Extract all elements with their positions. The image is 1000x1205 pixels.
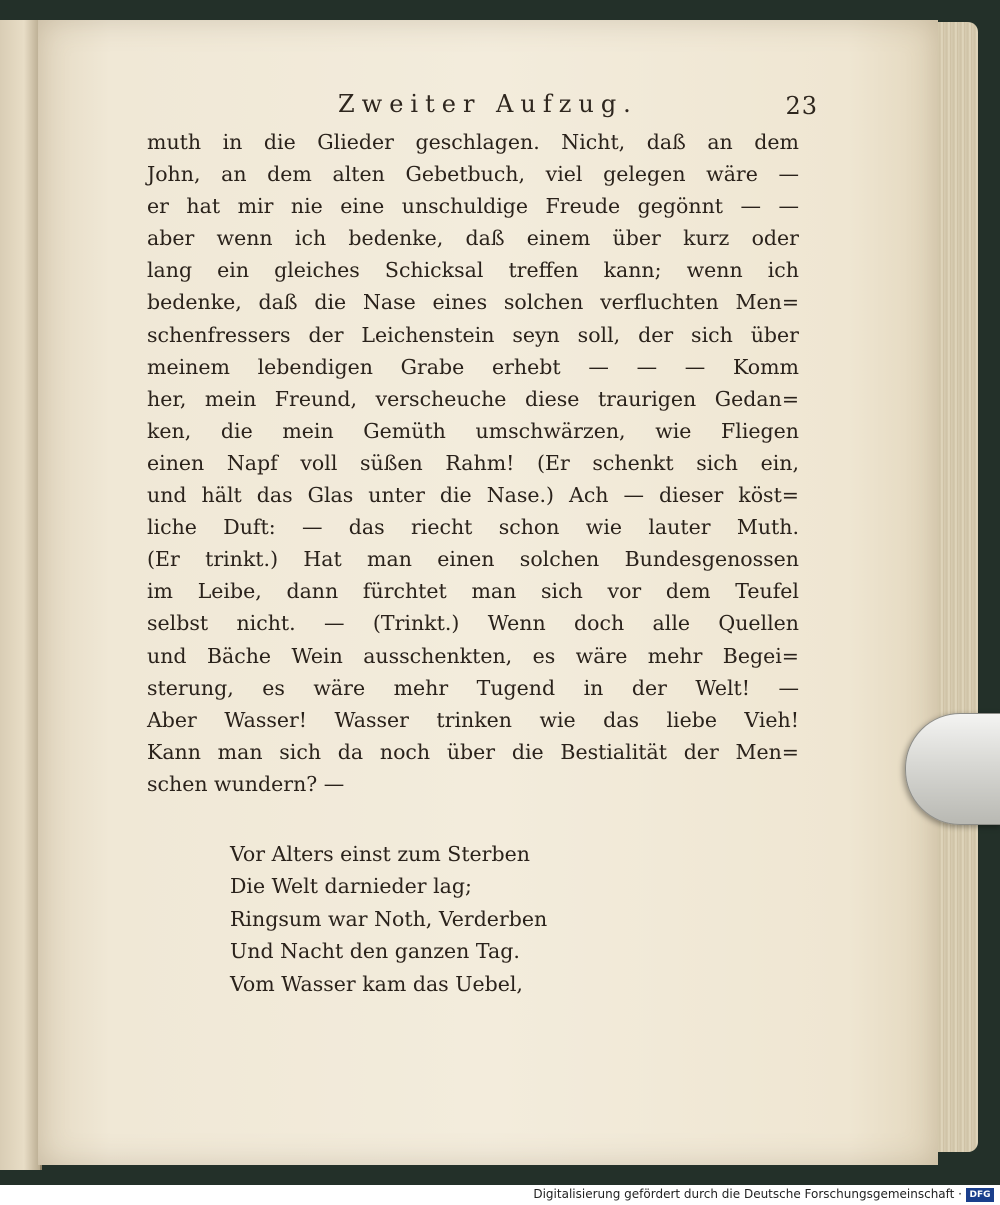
footer-bar (0, 1185, 1000, 1205)
verse-line: Vor Alters einst zum Sterben (230, 842, 530, 866)
dfg-logo-icon: DFG (966, 1188, 994, 1202)
text-line: (Er trinkt.) Hat man einen solchen Bundesgenossen (147, 547, 799, 572)
verse-line: Die Welt darnieder lag; (230, 874, 472, 899)
text-line: sterung, es wäre mehr Tugend in der Welt! — (147, 675, 799, 700)
text-line: selbst nicht. — (Trinkt.) Wenn doch alle Quellen (147, 611, 799, 636)
text-line: lang ein gleiches Schicksal treffen kann; wenn ich (147, 258, 799, 283)
text-line: bedenke, daß die Nase eines solchen verfluchten Men= (147, 290, 799, 315)
text-line: im Leibe, dann fürchtet man sich vor dem Teufel (147, 579, 799, 604)
text-line: her, mein Freund, verscheuche diese traurigen Gedan= (147, 386, 799, 411)
text-line: schen wundern? — (147, 771, 345, 796)
verse-line: Ringsum war Noth, Verderben (230, 906, 548, 931)
text-line: er hat mir nie eine unschuldige Freude gegönnt — — (147, 194, 799, 219)
running-title: Zweiter Aufzug. (338, 90, 638, 118)
text-line: schenfressers der Leichenstein seyn soll, der sich über (147, 322, 799, 347)
text-line: muth in die Glieder geschlagen. Nicht, daß an dem (147, 130, 799, 154)
prose-body (147, 126, 799, 800)
text-line: Aber Wasser! Wasser trinken wie das liebe Vieh! (147, 707, 799, 732)
page-number: 23 (785, 92, 818, 120)
verse-line: Und Nacht den ganzen Tag. (230, 939, 520, 964)
text-line: und hält das Glas unter die Nase.) Ach — dieser köst= (147, 483, 799, 508)
text-line: und Bäche Wein ausschenkten, es wäre mehr Begei= (147, 643, 799, 668)
text-line: ken, die mein Gemüth umschwärzen, wie Fliegen (147, 418, 799, 443)
text-line: meinem lebendigen Grabe erhebt — — — Komm (147, 354, 799, 379)
text-line: aber wenn ich bedenke, daß einem über kurz oder (147, 226, 799, 251)
text-line: John, an dem alten Gebetbuch, viel gelegen wäre — (147, 162, 799, 187)
verse-line: Vom Wasser kam das Uebel, (230, 971, 523, 996)
funding-credit: Digitalisierung gefördert durch die Deutsche Forschungsgemeinschaft · (533, 1187, 962, 1201)
running-header (338, 90, 858, 130)
text-line: einen Napf voll süßen Rahm! (Er schenkt sich ein, (147, 450, 799, 475)
verse-stanza (230, 838, 790, 1000)
left-page-edge (0, 20, 42, 1170)
text-line: Kann man sich da noch über die Bestialität der Men= (147, 739, 799, 764)
text-line: liche Duft: — das riecht schon wie lauter Muth. (147, 515, 799, 540)
